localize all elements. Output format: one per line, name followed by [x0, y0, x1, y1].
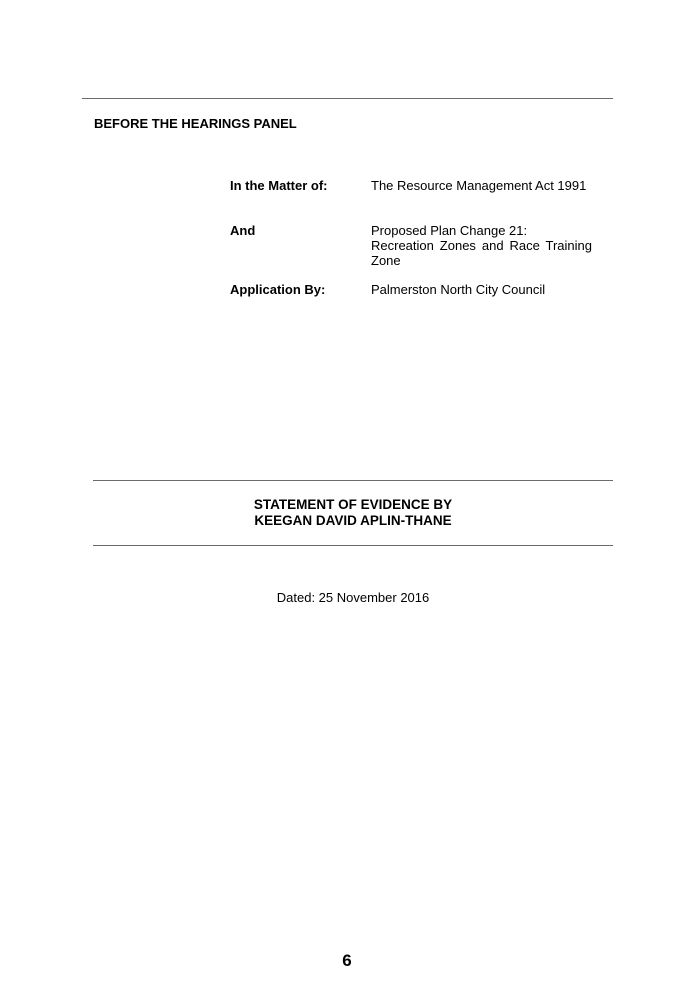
panel-heading: BEFORE THE HEARINGS PANEL [94, 116, 297, 131]
matter-value-line: The Resource Management Act 1991 [371, 178, 587, 193]
statement-line-2: KEEGAN DAVID APLIN-THANE [254, 513, 452, 528]
and-label: And [230, 223, 256, 238]
matter-label: In the Matter of: [230, 178, 328, 193]
application-value [371, 282, 592, 297]
statement-title [93, 497, 613, 529]
page-number: 6 [342, 951, 352, 970]
application-label: Application By: [230, 282, 326, 297]
statement-top-divider [93, 480, 613, 481]
and-value [371, 223, 592, 268]
application-value-line: Palmerston North City Council [371, 282, 546, 297]
and-value-line-1: Proposed Plan Change 21: [371, 223, 528, 238]
statement-bottom-divider [93, 545, 613, 546]
and-value-line-3: Zone [371, 253, 401, 268]
and-value-line-2: Recreation Zones and Race Training [371, 238, 592, 253]
dated-line: Dated: 25 November 2016 [276, 590, 430, 605]
matter-value [371, 178, 592, 193]
statement-line-1: STATEMENT OF EVIDENCE BY [253, 497, 453, 512]
top-divider [82, 98, 613, 99]
